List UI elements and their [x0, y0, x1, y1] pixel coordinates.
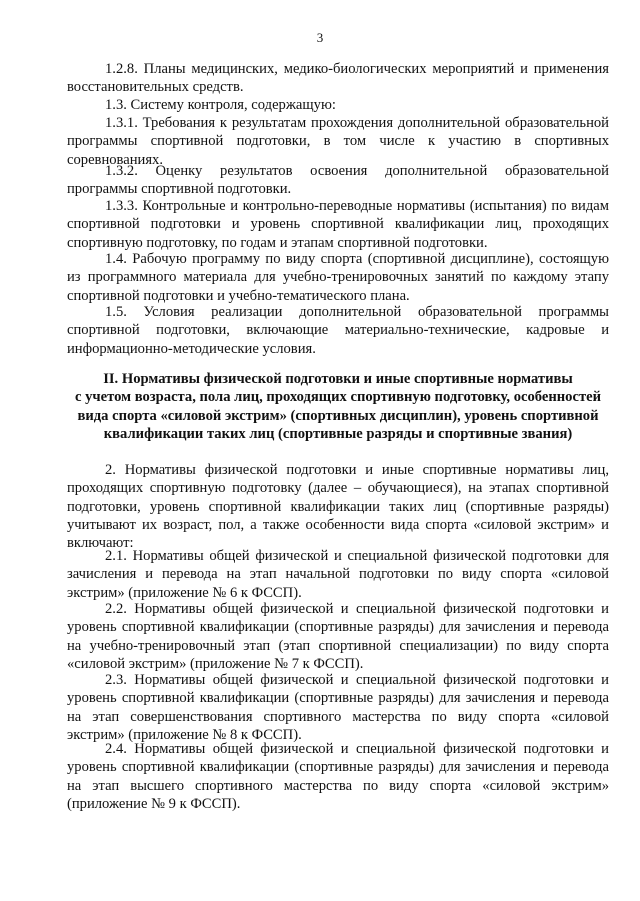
- paragraph-2-2: 2.2. Нормативы общей физической и специальной физической подготовки и уровень спортивной квалификации (спортивные разряды) для зачисления и перевода на учебно-тренировочный этап (этап спортивной специализации) по виду спорта «силовой экстрим» (приложение № 7 к ФССП).: [67, 601, 609, 672]
- paragraph-1-5: 1.5. Условия реализации дополнительной образовательной программы спортивной подготовки, включающие материально-технические, кадровые и информационно-методические условия.: [67, 304, 609, 357]
- paragraph-2-1: 2.1. Нормативы общей физической и специальной физической подготовки для зачисления и перевода на этап начальной подготовки по виду спорта «силовой экстрим» (приложение № 6 к ФССП).: [67, 548, 609, 601]
- section-heading-line-4: квалификации таких лиц (спортивные разряды и спортивные звания): [103, 425, 573, 442]
- paragraph-1-4: 1.4. Рабочую программу по виду спорта (спортивной дисциплине), состоящую из программного материала для учебно-тренировочных занятий по каждому этапу спортивной подготовки и учебно-тематического плана.: [67, 251, 609, 304]
- paragraph-2-3: 2.3. Нормативы общей физической и специальной физической подготовки и уровень спортивной квалификации (спортивные разряды) для зачисления и перевода на этап совершенствования спортивного мастерства по виду спорта «силовой экстрим» (приложение № 8 к ФССП).: [67, 672, 609, 743]
- section-heading-line-2: с учетом возраста, пола лиц, проходящих спортивную подготовку, особенностей: [75, 389, 601, 406]
- section-heading: [67, 370, 609, 443]
- section-heading-line-3: вида спорта «силовой экстрим» (спортивных дисциплин), уровень спортивной: [77, 407, 599, 424]
- paragraph-2-4: 2.4. Нормативы общей физической и специальной физической подготовки и уровень спортивной квалификации (спортивные разряды) для зачисления и перевода на этап высшего спортивного мастерства по виду спорта «силовой экстрим» (приложение № 9 к ФССП).: [67, 741, 609, 812]
- paragraph-1-3-3: 1.3.3. Контрольные и контрольно-переводные нормативы (испытания) по видам спортивной подготовки и уровень спортивной квалификации лиц, проходящих спортивную подготовку, по годам и этапам спортивной подготовки.: [67, 198, 609, 251]
- paragraph-1-2-8: 1.2.8. Планы медицинских, медико-биологических мероприятий и применения восстановительных средств.: [67, 61, 609, 96]
- paragraph-1-3: 1.3. Систему контроля, содержащую:: [105, 97, 336, 113]
- page-number: 3: [316, 30, 324, 45]
- paragraph-1-3-1: 1.3.1. Требования к результатам прохождения дополнительной образовательной программы спортивной подготовки, в том числе к участию в спортивных соревнованиях.: [67, 115, 609, 168]
- paragraph-1-3-2: 1.3.2. Оценку результатов освоения дополнительной образовательной программы спортивной подготовки.: [67, 163, 609, 198]
- paragraph-2: 2. Нормативы физической подготовки и иные спортивные нормативы лиц, проходящих спортивную подготовку (далее – обучающиеся), на этапах спортивной подготовки, уровень спортивной квалификации таких лиц (спортивные разряды) учитывают их возраст, пол, а также особенности вида спорта «силовой экстрим» и включают:: [67, 462, 609, 552]
- section-heading-line-1: II. Нормативы физической подготовки и иные спортивные нормативы: [103, 371, 573, 387]
